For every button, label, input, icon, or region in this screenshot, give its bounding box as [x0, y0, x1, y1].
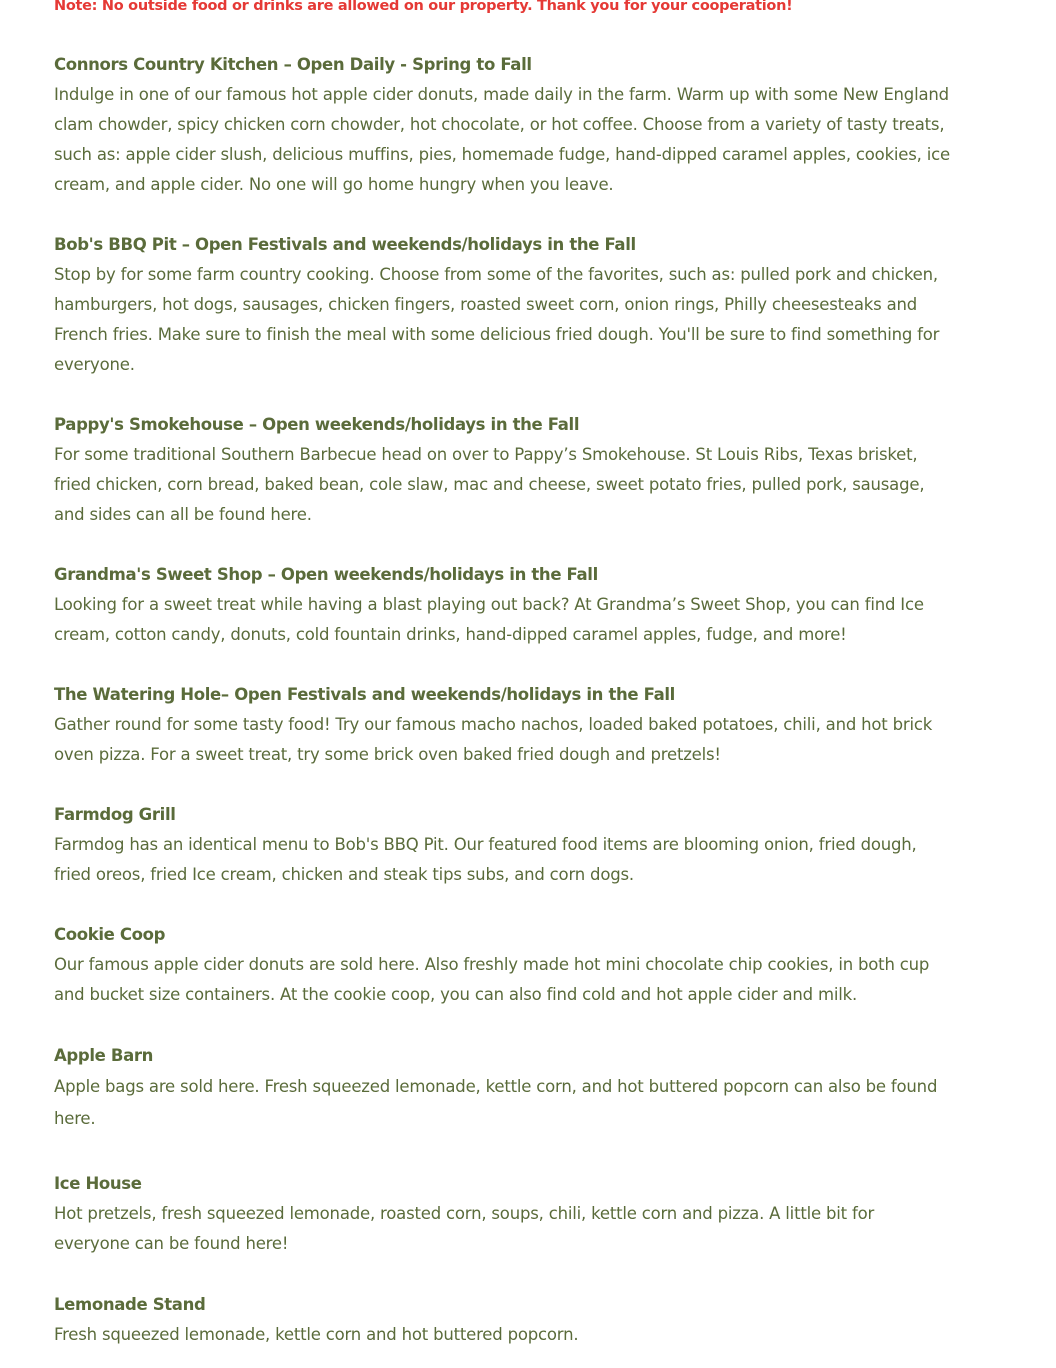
section-body: Stop by for some farm country cooking. Choose from some of the favorites, such as: pulled pork and chicken, hamburgers, hot dogs, sausages, chicken fingers, roasted sweet corn, onion rings, Philly cheesesteaks and French fries. Make sure to finish the meal with some delicious fried dough. You'll be sure to find something for everyone. — [54, 265, 940, 374]
section-heading: Pappy's Smokehouse – Open weekends/holidays in the Fall — [54, 415, 580, 434]
section-heading: The Watering Hole– Open Festivals and weekends/holidays in the Fall — [54, 685, 675, 704]
section-heading: Bob's BBQ Pit – Open Festivals and weekends/holidays in the Fall — [54, 235, 636, 254]
section-heading: Lemonade Stand — [54, 1295, 206, 1314]
section-cookie-coop — [54, 920, 954, 1010]
section-heading: Apple Barn — [54, 1046, 154, 1065]
section-body: Farmdog has an identical menu to Bob's BBQ Pit. Our featured food items are blooming onion, fried dough, fried oreos, fried Ice cream, chicken and steak tips subs, and corn dogs. — [54, 835, 917, 884]
no-outside-food-notice: Note: No outside food or drinks are allowed on our property. Thank you for your cooperation! — [54, 0, 793, 14]
section-apple-barn — [54, 1041, 954, 1135]
section-bobs-bbq-pit — [54, 230, 954, 380]
section-heading: Connors Country Kitchen – Open Daily - Spring to Fall — [54, 55, 532, 74]
section-the-watering-hole — [54, 680, 954, 770]
section-body: Fresh squeezed lemonade, kettle corn and hot buttered popcorn. — [54, 1325, 579, 1344]
section-ice-house — [54, 1169, 954, 1259]
section-heading: Cookie Coop — [54, 925, 166, 944]
section-heading: Ice House — [54, 1174, 142, 1193]
section-body: Gather round for some tasty food! Try our famous macho nachos, loaded baked potatoes, chili, and hot brick oven pizza. For a sweet treat, try some brick oven baked fried dough and pretzels! — [54, 715, 933, 764]
section-body: Our famous apple cider donuts are sold here. Also freshly made hot mini chocolate chip cookies, in both cup and bucket size containers. At the cookie coop, you can also find cold and hot apple cider and milk. — [54, 955, 930, 1004]
section-body: Hot pretzels, fresh squeezed lemonade, roasted corn, soups, chili, kettle corn and pizza. A little bit for everyone can be found here! — [54, 1204, 875, 1253]
section-body: Indulge in one of our famous hot apple cider donuts, made daily in the farm. Warm up with some New England clam chowder, spicy chicken corn chowder, hot chocolate, or hot coffee. Choose from a variety of tasty treats, such as: apple cider slush, delicious muffins, pies, homemade fudge, hand-dipped caramel apples, cookies, ice cream, and apple cider. No one will go home hungry when you leave. — [54, 85, 950, 194]
section-lemonade-stand — [54, 1290, 954, 1350]
section-grandmas-sweet-shop — [54, 560, 954, 650]
section-body: Apple bags are sold here. Fresh squeezed lemonade, kettle corn, and hot buttered popcorn can also be found here. — [54, 1077, 938, 1128]
section-farmdog-grill — [54, 800, 954, 890]
section-heading: Grandma's Sweet Shop – Open weekends/holidays in the Fall — [54, 565, 598, 584]
section-pappys-smokehouse — [54, 410, 954, 530]
section-body: Looking for a sweet treat while having a blast playing out back? At Grandma’s Sweet Shop, you can find Ice cream, cotton candy, donuts, cold fountain drinks, hand-dipped caramel apples, fudge, and more! — [54, 595, 924, 644]
section-connors-country-kitchen — [54, 50, 954, 200]
section-body: For some traditional Southern Barbecue head on over to Pappy’s Smokehouse. St Louis Ribs, Texas brisket, fried chicken, corn bread, baked bean, cole slaw, mac and cheese, sweet potato fries, pulled pork, sausage, and sides can all be found here. — [54, 445, 925, 524]
section-heading: Farmdog Grill — [54, 805, 176, 824]
